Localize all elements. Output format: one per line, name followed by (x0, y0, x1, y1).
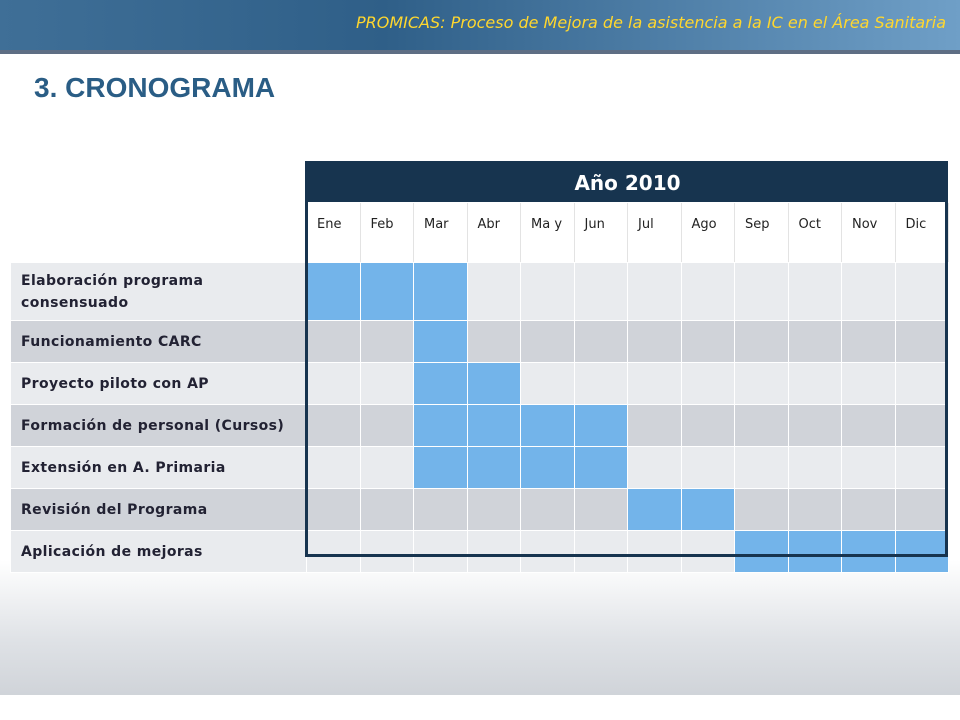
month-cell (360, 447, 414, 489)
month-cell (467, 321, 521, 363)
bottom-strip (0, 695, 960, 720)
header-bar (0, 0, 960, 54)
month-cell (895, 405, 949, 447)
month-cell (681, 531, 735, 573)
task-row (11, 489, 949, 531)
month-cell (360, 489, 414, 531)
month-cell (521, 321, 575, 363)
month-cell (521, 263, 575, 321)
month-header: Sep (735, 203, 789, 263)
month-cell (414, 531, 468, 573)
month-cell (681, 405, 735, 447)
month-cell (628, 363, 682, 405)
empty-corner (11, 163, 307, 203)
gantt-bar-cell (414, 447, 468, 489)
month-cell (628, 447, 682, 489)
month-cell (842, 321, 896, 363)
month-cell (735, 363, 789, 405)
month-cell (574, 263, 628, 321)
gantt-bar-cell (414, 321, 468, 363)
presentation-title: PROMICAS: Proceso de Mejora de la asistencia a la IC en el Área Sanitaria (355, 13, 946, 32)
gantt-bar-cell (574, 447, 628, 489)
month-cell (735, 447, 789, 489)
month-cell (521, 489, 575, 531)
month-cell (628, 531, 682, 573)
gantt-bar-cell (467, 405, 521, 447)
task-row (11, 405, 949, 447)
month-cell (895, 321, 949, 363)
month-cell (360, 321, 414, 363)
month-cell (307, 321, 361, 363)
month-cell (628, 321, 682, 363)
month-cell (360, 405, 414, 447)
month-cell (307, 531, 361, 573)
month-cell (414, 489, 468, 531)
month-cell (467, 489, 521, 531)
gantt-bar-cell (467, 447, 521, 489)
month-header: Mar (414, 203, 468, 263)
month-header: Ago (681, 203, 735, 263)
gantt-bar-cell (521, 405, 575, 447)
month-cell (574, 321, 628, 363)
month-cell (842, 263, 896, 321)
month-header: Ma y (521, 203, 575, 263)
month-header: Jul (628, 203, 682, 263)
task-row (11, 263, 949, 321)
month-cell (467, 263, 521, 321)
task-label: Proyecto piloto con AP (11, 363, 307, 405)
task-label: Extensión en A. Primaria (11, 447, 307, 489)
month-cell (574, 363, 628, 405)
month-cell (574, 531, 628, 573)
month-cell (521, 363, 575, 405)
gantt-bar-cell (735, 531, 789, 573)
month-cell (895, 447, 949, 489)
month-cell (735, 321, 789, 363)
task-row (11, 321, 949, 363)
month-cell (842, 447, 896, 489)
month-cell (360, 363, 414, 405)
month-cell (574, 489, 628, 531)
month-cell (628, 263, 682, 321)
month-cell (895, 263, 949, 321)
month-cell (307, 405, 361, 447)
month-header: Feb (360, 203, 414, 263)
task-label: Formación de personal (Cursos) (11, 405, 307, 447)
schedule-table (10, 162, 949, 573)
month-header: Nov (842, 203, 896, 263)
month-cell (735, 263, 789, 321)
gantt-bar-cell (414, 263, 468, 321)
month-cell (467, 531, 521, 573)
month-header: Jun (574, 203, 628, 263)
month-cell (521, 531, 575, 573)
task-label: Elaboración programa consensuado (11, 263, 307, 321)
gantt-bar-cell (307, 263, 361, 321)
month-cell (681, 363, 735, 405)
slide-title: 3. CRONOGRAMA (34, 72, 276, 103)
month-cell (788, 447, 842, 489)
gantt-bar-cell (842, 531, 896, 573)
month-cell (628, 405, 682, 447)
month-cell (681, 263, 735, 321)
month-cell (895, 489, 949, 531)
task-row (11, 363, 949, 405)
month-cell (681, 321, 735, 363)
gantt-bar-cell (628, 489, 682, 531)
month-cell (842, 489, 896, 531)
month-cell (788, 489, 842, 531)
month-cell (307, 489, 361, 531)
month-cell (735, 489, 789, 531)
month-cell (735, 405, 789, 447)
gantt-bar-cell (360, 263, 414, 321)
month-cell (788, 405, 842, 447)
month-header: Oct (788, 203, 842, 263)
gantt-bar-cell (574, 405, 628, 447)
gantt-bar-cell (521, 447, 575, 489)
task-label: Aplicación de mejoras (11, 531, 307, 573)
gantt-bar-cell (681, 489, 735, 531)
gantt-bar-cell (895, 531, 949, 573)
empty-corner (11, 203, 307, 263)
gantt-bar-cell (414, 405, 468, 447)
gantt-bar-cell (788, 531, 842, 573)
task-row (11, 531, 949, 573)
month-header: Abr (467, 203, 521, 263)
month-cell (681, 447, 735, 489)
month-cell (360, 531, 414, 573)
task-label: Revisión del Programa (11, 489, 307, 531)
month-cell (307, 363, 361, 405)
month-cell (842, 405, 896, 447)
month-cell (788, 363, 842, 405)
task-row (11, 447, 949, 489)
month-cell (788, 321, 842, 363)
month-cell (788, 263, 842, 321)
month-header: Ene (307, 203, 361, 263)
gantt-bar-cell (414, 363, 468, 405)
gantt-bar-cell (467, 363, 521, 405)
month-header: Dic (895, 203, 949, 263)
year-header: Año 2010 (307, 163, 949, 203)
task-label: Funcionamiento CARC (11, 321, 307, 363)
month-cell (895, 363, 949, 405)
month-cell (842, 363, 896, 405)
month-cell (307, 447, 361, 489)
